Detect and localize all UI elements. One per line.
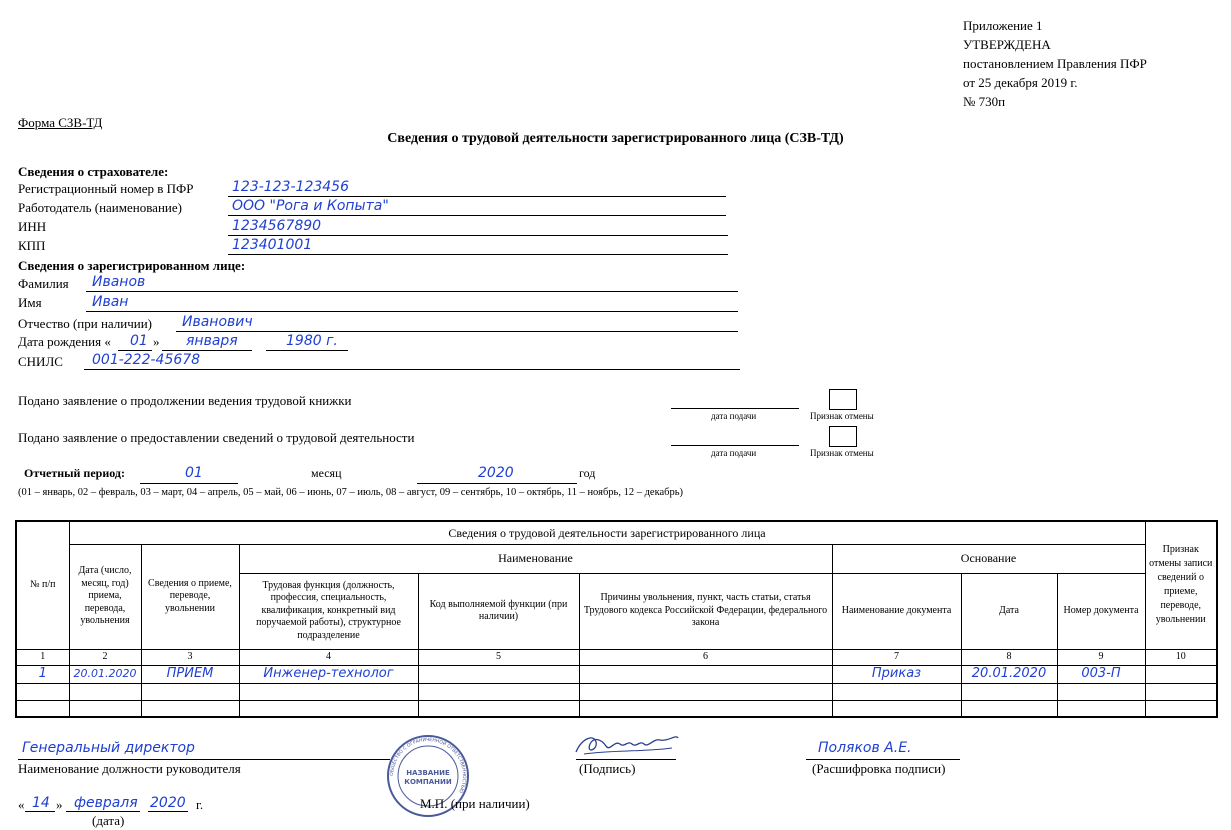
- inn-value[interactable]: 1234567890: [232, 218, 322, 234]
- col-number: 6: [579, 649, 832, 665]
- sign-line[interactable]: [576, 759, 676, 760]
- date-year-line: [148, 811, 188, 812]
- col-header-docdate: Дата: [961, 573, 1057, 649]
- row-num[interactable]: 1: [16, 665, 69, 683]
- col-number: 9: [1057, 649, 1145, 665]
- col-header-reasons: Причины увольнения, пункт, часть статьи, статья Трудового кодекса Российской Федерации, федерального закона: [579, 573, 832, 649]
- date-close-quote: »: [56, 797, 63, 812]
- col-header-info: Сведения о приеме, переводе, увольнении: [141, 544, 239, 649]
- col-number: 8: [961, 649, 1057, 665]
- row-docname[interactable]: Приказ: [832, 665, 961, 683]
- work-records-table: [15, 520, 1218, 718]
- col-header-cancel: Признак отмены записи сведений о приеме, переводе, увольнении: [1145, 521, 1217, 649]
- naming-header: Наименование: [239, 544, 832, 573]
- empty-cell[interactable]: [16, 700, 69, 717]
- birth-month-line: [162, 350, 252, 351]
- date-day-value[interactable]: 14: [32, 795, 50, 811]
- row-docdate[interactable]: 20.01.2020: [961, 665, 1057, 683]
- provide-info-date-line[interactable]: [671, 445, 799, 446]
- appendix-block: [963, 16, 1147, 111]
- row-date[interactable]: 20.01.2020: [69, 665, 141, 683]
- surname-line: [86, 291, 738, 292]
- period-year-line: [417, 483, 577, 484]
- date-caption: дата подачи: [711, 411, 757, 421]
- birth-year-value[interactable]: 1980 г.: [286, 333, 338, 349]
- reg-number-line: [228, 196, 726, 197]
- empty-cell[interactable]: [16, 683, 69, 700]
- date-year-value[interactable]: 2020: [150, 795, 186, 811]
- period-legend: (01 – январь, 02 – февраль, 03 – март, 04 – апрель, 05 – май, 06 – июнь, 07 – июль, 08 – август, 09 – сентябрь, 10 – октябрь, 11 – ноябрь, 12 – декабрь): [18, 487, 684, 498]
- empty-cell[interactable]: [832, 700, 961, 717]
- row-docnum[interactable]: 003-П: [1057, 665, 1145, 683]
- empty-cell[interactable]: [1057, 683, 1145, 700]
- empty-cell[interactable]: [961, 683, 1057, 700]
- col-number: 10: [1145, 649, 1217, 665]
- row-cancel[interactable]: [1145, 665, 1217, 683]
- provide-info-cancel-box[interactable]: [829, 426, 857, 447]
- position-line: [18, 759, 390, 760]
- col-header-num: № п/п: [16, 521, 69, 649]
- cancel-caption: Признак отмены: [810, 411, 874, 421]
- name-value[interactable]: Иван: [92, 294, 129, 310]
- period-label: Отчетный период:: [24, 466, 125, 480]
- empty-cell[interactable]: [579, 700, 832, 717]
- position-label: Наименование должности руководителя: [18, 761, 241, 776]
- empty-cell[interactable]: [418, 683, 579, 700]
- reg-number-value[interactable]: 123-123-123456: [232, 179, 349, 195]
- date-day-line: [25, 811, 55, 812]
- empty-cell[interactable]: [1145, 683, 1217, 700]
- period-month-line: [140, 483, 238, 484]
- col-number: 1: [16, 649, 69, 665]
- continue-book-date-line[interactable]: [671, 408, 799, 409]
- col-header-docname: Наименование документа: [832, 573, 961, 649]
- snils-label: СНИЛС: [18, 354, 63, 369]
- date-label: (дата): [92, 813, 125, 828]
- surname-value[interactable]: Иванов: [92, 274, 146, 290]
- birth-day-line: [118, 350, 152, 351]
- period-year-value[interactable]: 2020: [478, 465, 514, 481]
- page-title: Сведения о трудовой деятельности зарегистрированного лица (СЗВ-ТД): [387, 131, 844, 146]
- employer-value[interactable]: ООО "Рога и Копыта": [232, 198, 389, 214]
- patronymic-label: Отчество (при наличии): [18, 316, 153, 331]
- birth-month-value[interactable]: января: [186, 333, 238, 349]
- birth-label: Дата рождения «: [18, 334, 111, 349]
- surname-label: Фамилия: [18, 276, 69, 291]
- insurer-heading: Сведения о страхователе:: [18, 164, 169, 179]
- appendix-line: Приложение 1: [963, 18, 1043, 33]
- birth-day-value[interactable]: 01: [130, 333, 148, 349]
- name-decode-label: (Расшифровка подписи): [812, 761, 946, 776]
- kpp-value[interactable]: 123401001: [232, 237, 313, 253]
- kpp-line: [228, 254, 728, 255]
- continue-book-cancel-box[interactable]: [829, 389, 857, 410]
- main-header: Сведения о трудовой деятельности зарегистрированного лица: [69, 521, 1145, 544]
- empty-cell[interactable]: [141, 700, 239, 717]
- date-suffix: г.: [196, 797, 204, 812]
- table-row: [16, 683, 1217, 700]
- col-number: 3: [141, 649, 239, 665]
- name-line: [86, 311, 738, 312]
- empty-cell[interactable]: [1145, 700, 1217, 717]
- birth-year-line: [266, 350, 348, 351]
- empty-cell[interactable]: [579, 683, 832, 700]
- empty-cell[interactable]: [239, 700, 418, 717]
- appendix-line: № 730п: [963, 94, 1006, 109]
- table-row: [16, 665, 1217, 683]
- col-number: 2: [69, 649, 141, 665]
- continue-book-label: Подано заявление о продолжении ведения трудовой книжки: [18, 393, 352, 408]
- snils-line: [84, 369, 740, 370]
- employer-label: Работодатель (наименование): [18, 200, 182, 215]
- empty-cell[interactable]: [239, 683, 418, 700]
- col-number: 5: [418, 649, 579, 665]
- name-decode-line: [806, 759, 960, 760]
- inn-line: [228, 235, 728, 236]
- stamp-text-2: КОМПАНИИ: [404, 778, 452, 786]
- stamp-label: М.П. (при наличии): [420, 796, 530, 811]
- empty-cell[interactable]: [69, 700, 141, 717]
- date-month-value[interactable]: февраля: [74, 795, 138, 811]
- birth-close-quote: »: [153, 334, 160, 349]
- empty-cell[interactable]: [418, 700, 579, 717]
- appendix-line: от 25 декабря 2019 г.: [963, 75, 1078, 90]
- col-header-docnum: Номер документа: [1057, 573, 1145, 649]
- date-caption: дата подачи: [711, 448, 757, 458]
- stamp-text-1: НАЗВАНИЕ: [406, 769, 450, 777]
- signature-drawing: [572, 730, 682, 760]
- kpp-label: КПП: [18, 238, 46, 253]
- empty-cell[interactable]: [141, 683, 239, 700]
- col-number: 7: [832, 649, 961, 665]
- inn-label: ИНН: [18, 219, 47, 234]
- appendix-line: УТВЕРЖДЕНА: [963, 37, 1051, 52]
- col-header-function: Трудовая функция (должность, профессия, специальность, квалификация, конкретный вид поручаемой работы), структурное подразделение: [239, 573, 418, 649]
- row-info[interactable]: ПРИЕМ: [141, 665, 239, 683]
- name-label: Имя: [18, 295, 42, 310]
- empty-cell[interactable]: [832, 683, 961, 700]
- person-heading: Сведения о зарегистрированном лице:: [18, 258, 246, 273]
- sign-label: (Подпись): [579, 761, 636, 776]
- patronymic-line: [176, 331, 738, 332]
- period-year-label: год: [579, 466, 596, 480]
- empty-cell[interactable]: [69, 683, 141, 700]
- patronymic-value[interactable]: Иванович: [182, 314, 253, 330]
- empty-cell[interactable]: [1057, 700, 1145, 717]
- stamp-ring-text: ОБЩЕСТВО С ОГРАНИЧЕННОЙ ОТВЕТСТВЕННОСТЬЮ: [389, 737, 467, 794]
- date-month-line: [66, 811, 140, 812]
- table-row: [16, 700, 1217, 717]
- cancel-caption: Признак отмены: [810, 448, 874, 458]
- basis-header: Основание: [832, 544, 1145, 573]
- col-header-code: Код выполняемой функции (при наличии): [418, 573, 579, 649]
- employer-line: [228, 215, 726, 216]
- period-month-label: месяц: [311, 466, 342, 480]
- col-number: 4: [239, 649, 418, 665]
- empty-cell[interactable]: [961, 700, 1057, 717]
- provide-info-label: Подано заявление о предоставлении сведений о трудовой деятельности: [18, 430, 415, 445]
- row-function[interactable]: Инженер-технолог: [239, 665, 418, 683]
- name-decode-value[interactable]: Поляков А.Е.: [818, 740, 912, 756]
- column-numbers-row: [16, 649, 1217, 665]
- position-value[interactable]: Генеральный директор: [22, 740, 195, 756]
- row-code[interactable]: [418, 665, 579, 683]
- form-label: Форма СЗВ-ТД: [18, 115, 103, 130]
- snils-value[interactable]: 001-222-45678: [92, 352, 201, 368]
- reg-number-label: Регистрационный номер в ПФР: [18, 181, 194, 196]
- period-month-value[interactable]: 01: [185, 465, 203, 481]
- col-header-date: Дата (число, месяц, год) приема, перевода, увольнения: [69, 544, 141, 649]
- row-reasons[interactable]: [579, 665, 832, 683]
- appendix-line: постановлением Правления ПФР: [963, 56, 1147, 71]
- date-open-quote: «: [18, 797, 25, 812]
